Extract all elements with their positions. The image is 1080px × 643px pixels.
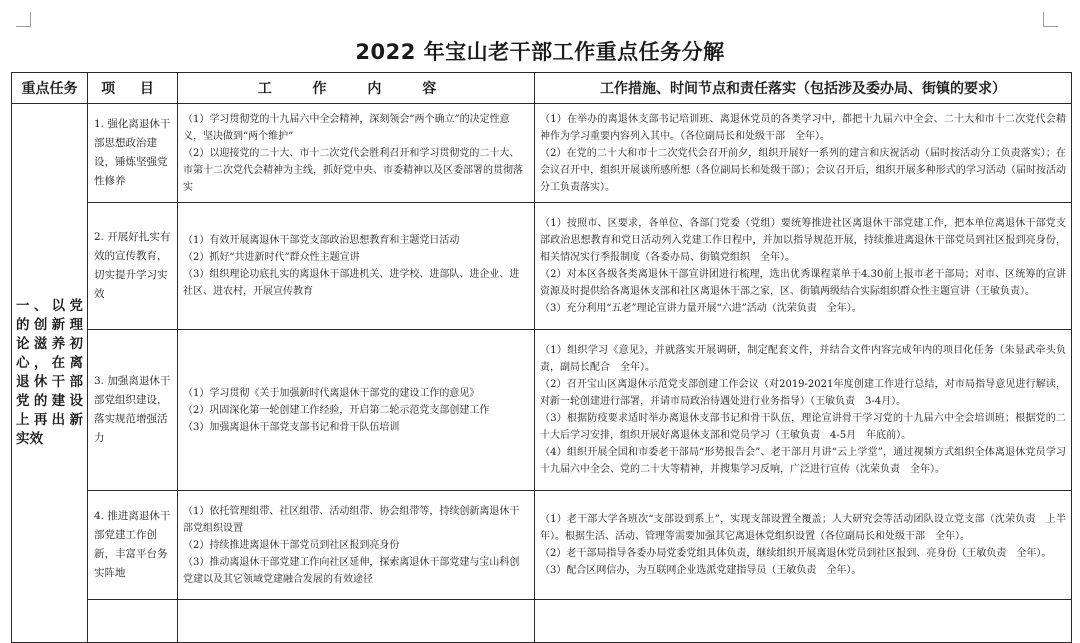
content-line: （2）以迎接党的二十大、市十二次党代会胜利召开和学习贯彻党的二十大、市第十二次党代会精神为主线，抓好党中央、市委精神以及区委部署的贯彻落实	[183, 147, 523, 193]
measures-cell	[535, 330, 1072, 491]
content-line: （3）推动离退休干部党建工作向社区延伸，探索离退休干部党建与宝山科创党建以及其它领域党建融合发展的有效途径	[183, 556, 520, 585]
header-item: 项 目	[88, 73, 178, 104]
content-line: （2）持续推进离退休干部党员到社区报到亮身份	[183, 539, 400, 551]
measure-line: （1）老干部大学各班次“支部设到系上”，实现支部设置全覆盖；人大研究会等活动团队设立党支部（沈荣负责 上半年）。根据生活、活动、管理等需要加强其它离退休党组织设置（各位副局长和处级干部 全年）。	[540, 514, 1066, 542]
header-task: 重点任务	[12, 73, 88, 104]
measures-cell	[535, 104, 1072, 203]
content-cell-empty	[178, 600, 535, 643]
content-cell	[178, 104, 535, 203]
measure-line: （2）召开宝山区离退休示范党支部创建工作会议（对2019-2021年度创建工作进行总结，对市局指导意见进行解读，对新一轮创建进行部署，并请市局政治待遇处进行业务指导）（王敏负责 3-4月）。	[540, 379, 1066, 407]
table-header-row	[12, 73, 1072, 104]
content-line: （2）抓好“共进新时代”群众性主题宣讲	[183, 252, 360, 263]
item-cell-empty	[88, 600, 178, 643]
corner-mark-top-left	[16, 12, 31, 27]
content-cell	[178, 330, 535, 491]
content-line: （1）学习贯彻党的十九届六中全会精神，深刻领会“两个确立”的决定性意义，坚决做到“两个维护”	[183, 113, 510, 142]
item-cell: 1. 强化离退休干部思想政治建设，锤炼坚强党性修养	[88, 104, 178, 203]
content-line: （3）加强离退休干部党支部书记和骨干队伍培训	[183, 421, 400, 433]
corner-mark-top-right	[1043, 12, 1058, 27]
content-line: （1）学习贯彻《关于加强新时代离退休干部党的建设工作的意见》	[183, 387, 480, 399]
measure-line: （1）按照市、区要求，各单位、各部门党委（党组）要统筹推进社区离退休干部党建工作，把本单位离退休干部党支部政治思想教育和党日活动列入党建工作日程中，并加以指导规范开展，持续推进离退休干部党员到社区报到亮身份，相关情况实行季报制度（各委办局、街镇党组织 全年）。	[540, 218, 1066, 263]
measure-line: （3）根据防疫要求适时举办离退休支部书记和骨干队伍，理论宣讲骨干学习党的十九届六中全会培训班；根据党的二十大后学习安排，组织开展好离退休支部和党员学习（王敏负责 4-5月 年底前）。	[540, 413, 1066, 441]
measure-line: （2）对本区各级各类离退休干部宣讲团进行梳理，选出优秀课程菜单于4.30前上报市老干部局；对市、区统筹的宣讲资源及时提供给各离退休支部和社区离退休干部之家，区、街镇两级结合实际组织群众性主题宣讲（王敏负责）。	[540, 269, 1066, 297]
item-cell: 4. 推进离退休干部党建工作创新，丰富平台务实阵地	[88, 491, 178, 600]
measure-line: （1）组织学习《意见》，并就落实开展调研，制定配套文件，并结合文件内容完成年内的项目化任务（朱显武牵头负责，副局长配合 全年）。	[540, 345, 1066, 373]
measure-line: （2）在党的二十大和市十二次党代会召开前夕，组织开展好一系列的建言和庆祝活动（届时按活动分工负责落实）；在会议召开中，组织开展谈所感所想（各位副局长和处级干部）；会议召开后，组织开展多种形式的学习活动（届时按活动分工负责落实）。	[540, 147, 1066, 193]
measure-line: （3）配合区网信办，为互联网企业选派党建指导员（王敏负责 全年）。	[540, 565, 862, 576]
content-line: （1）有效开展离退休干部党支部政治思想教育和主题党日活动	[183, 235, 460, 246]
header-measures: 工作措施、时间节点和责任落实（包括涉及委办局、街镇的要求）	[535, 73, 1072, 104]
item-cell: 2. 开展好扎实有效的宣传教育，切实提升学习实效	[88, 203, 178, 330]
item-cell: 3. 加强离退休干部党组织建设，落实规范增强活力	[88, 330, 178, 491]
content-line: （3）组织理论功底扎实的离退休干部进机关、进学校、进部队、进企业、进社区、进农村，开展宣传教育	[183, 269, 520, 297]
content-cell	[178, 491, 535, 600]
table-row	[12, 203, 1072, 330]
measure-line: （1）在举办的离退休支部书记培训班、离退休党员的各类学习中，都把十九届六中全会、二十大和市十二次党代会精神作为学习重要内容列入其中。（各位副局长和处级干部 全年）。	[540, 113, 1066, 142]
measure-line: （2）老干部局指导各委办局党委党组具体负责，继续组织开展离退休党员到社区报到、亮身份（王敏负责 全年）。	[540, 548, 1052, 559]
measures-cell	[535, 491, 1072, 600]
table-row	[12, 491, 1072, 600]
measure-line: （4）组织开展全国和市委老干部局“形势报告会”、老干部月月讲“云上学堂”，通过视频方式组织全体离退休党员学习十九届六中全会、党的二十大等精神，并搜集学习反响，广泛进行宣传（沈荣负责 全年）。	[540, 447, 1066, 475]
task-table	[11, 72, 1072, 643]
content-line: （2）巩固深化第一轮创建工作经验，开启第二轮示范党支部创建工作	[183, 404, 490, 416]
table-row	[12, 330, 1072, 491]
task-group-cell: 一、以党的创新理论滋养初心，在离退休干部党的建设上再出新实效	[12, 104, 88, 643]
header-content: 工 作 内 容	[178, 73, 535, 104]
content-line: （1）依托管理组带、社区组带、活动组带、协会组带等，持续创新离退休干部党组织设置	[183, 505, 520, 534]
table-row	[12, 600, 1072, 643]
table-row	[12, 104, 1072, 203]
measures-cell-empty	[535, 600, 1072, 643]
document-title: 2022 年宝山老干部工作重点任务分解	[355, 40, 725, 64]
measures-cell	[535, 203, 1072, 330]
measure-line: （3）充分利用“五老”理论宣讲力量开展“六进”活动（沈荣负责 全年）。	[540, 303, 862, 314]
content-cell	[178, 203, 535, 330]
